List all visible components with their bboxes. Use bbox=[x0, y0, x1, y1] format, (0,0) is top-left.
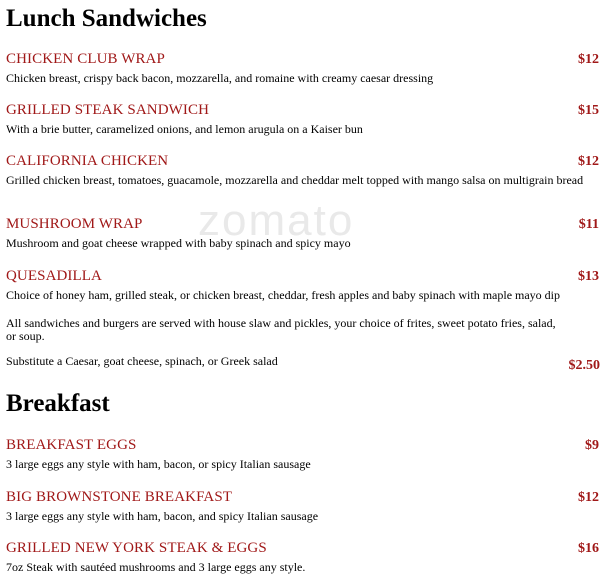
item-name: GRILLED STEAK SANDWICH bbox=[6, 102, 210, 118]
item-price: $15 bbox=[578, 103, 599, 118]
item-name: BREAKFAST EGGS bbox=[6, 437, 137, 453]
item-description: Choice of honey ham, grilled steak, or chicken breast, cheddar, fresh apples and baby spinach with maple mayo dip bbox=[6, 288, 561, 302]
item-name: MUSHROOM WRAP bbox=[6, 216, 143, 232]
salad-substitute-note bbox=[6, 355, 600, 375]
item-name: BIG BROWNSTONE BREAKFAST bbox=[6, 489, 233, 505]
menu-item-grilled-new-york-steak-eggs bbox=[6, 539, 600, 574]
menu-item-breakfast-eggs bbox=[6, 436, 600, 471]
item-name: QUESADILLA bbox=[6, 268, 102, 284]
item-name: CHICKEN CLUB WRAP bbox=[6, 51, 165, 67]
menu-item-chicken-club-wrap bbox=[6, 50, 600, 85]
item-price: $11 bbox=[578, 217, 599, 232]
item-description: 3 large eggs any style with ham, bacon, and spicy Italian sausage bbox=[6, 509, 319, 523]
item-price: $13 bbox=[578, 269, 599, 284]
item-description: Mushroom and goat cheese wrapped with baby spinach and spicy mayo bbox=[6, 236, 351, 250]
sides-note: All sandwiches and burgers are served with house slaw and pickles, your choice of frites, sweet potato fries, salad, or soup. bbox=[6, 316, 556, 343]
item-description: Grilled chicken breast, tomatoes, guacamole, mozzarella and cheddar melt topped with mango salsa on multigrain bread bbox=[6, 173, 584, 187]
item-name: CALIFORNIA CHICKEN bbox=[6, 153, 169, 169]
item-price: $12 bbox=[578, 52, 599, 67]
item-description: 3 large eggs any style with ham, bacon, or spicy Italian sausage bbox=[6, 457, 311, 471]
section-title-lunch: Lunch Sandwiches bbox=[6, 5, 207, 32]
item-description: Chicken breast, crispy back bacon, mozzarella, and romaine with creamy caesar dressing bbox=[6, 71, 434, 85]
watermark-logo: zomato bbox=[198, 196, 355, 245]
item-price: $9 bbox=[585, 438, 599, 453]
menu-item-quesadilla bbox=[6, 267, 600, 302]
note-text: Substitute a Caesar, goat cheese, spinach, or Greek salad bbox=[6, 354, 278, 368]
section-title-breakfast: Breakfast bbox=[6, 390, 110, 417]
menu-item-mushroom-wrap bbox=[6, 215, 600, 250]
menu-item-california-chicken bbox=[6, 152, 600, 187]
menu-item-big-brownstone-breakfast bbox=[6, 488, 600, 523]
item-description: With a brie butter, caramelized onions, and lemon arugula on a Kaiser bun bbox=[6, 122, 363, 136]
item-price: $12 bbox=[578, 154, 599, 169]
item-description: 7oz Steak with sautéed mushrooms and 3 large eggs any style. bbox=[6, 560, 306, 574]
menu-item-grilled-steak-sandwich bbox=[6, 101, 600, 136]
item-price: $12 bbox=[578, 490, 599, 505]
item-price: $16 bbox=[578, 541, 599, 556]
note-price: $2.50 bbox=[568, 358, 600, 373]
item-name: GRILLED NEW YORK STEAK & EGGS bbox=[6, 540, 267, 556]
